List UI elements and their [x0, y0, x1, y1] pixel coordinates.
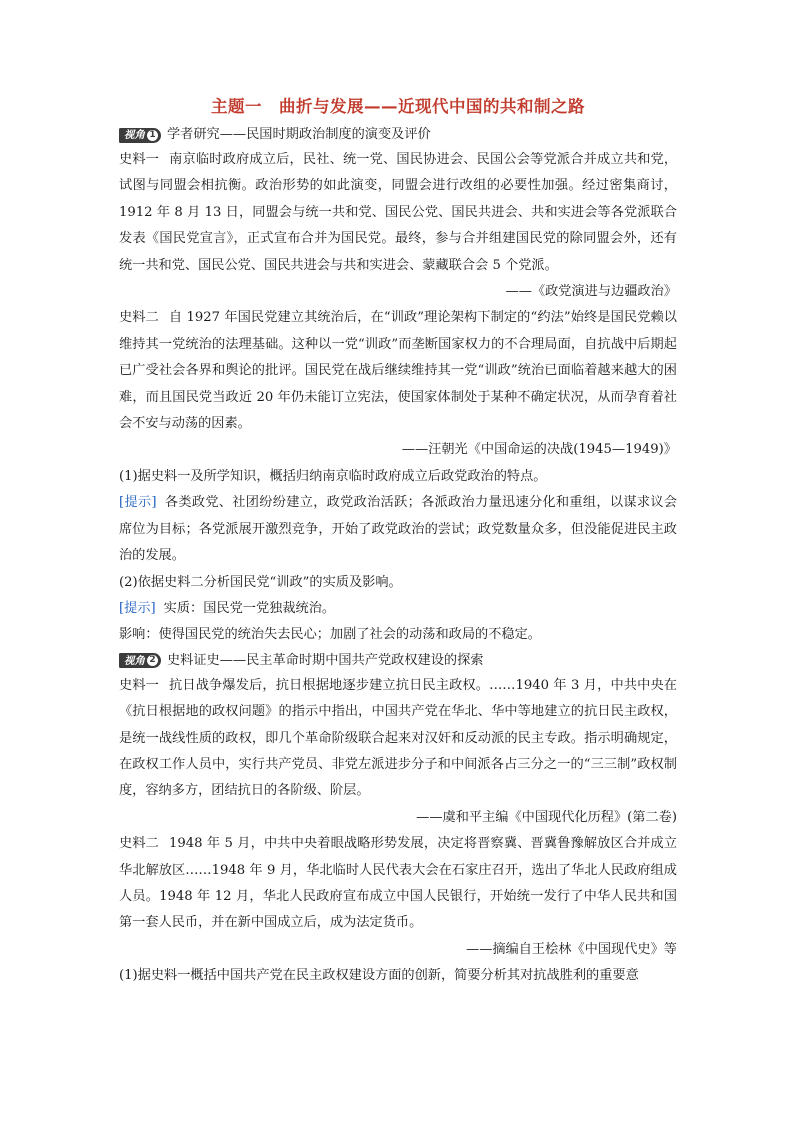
badge-number: 2 — [147, 655, 158, 666]
material-citation: ——摘编自王桧林《中国现代史》等 — [466, 941, 677, 957]
material-citation: ——《政党演进与边疆政治》 — [505, 284, 677, 300]
source-material-1 — [119, 147, 677, 279]
material-text: 抗日战争爆发后，抗日根据地逐步建立抗日民主政权。……1940 年 3 月，中共中央在《抗日根据地的政权问题》的指示中指出，中国共产党在华北、华中等地建立的抗日民主政权，是统一战线性质的政权，即几个革命阶级联合起来对汉奸和反动派的民主专政。指示明确规定，在政权工作人员中，实行共产党员、非党左派进步分子和中间派各占三分之一的“三三制”政权制度，容纳多方，团结抗日的各阶级、阶层。 — [119, 677, 677, 799]
badge-label: 视角 — [124, 129, 145, 141]
material-label: 史料二 — [119, 836, 159, 852]
section-1-header — [119, 123, 677, 147]
material-citation: ——虞和平主编《中国现代化历程》(第二卷) — [416, 809, 677, 825]
material-text: 南京临时政府成立后，民社、统一党、国民协进会、民国公会等党派合并成立共和党，试图与同盟会相抗衡。政治形势的如此演变，同盟会进行改组的必要性加强。经过密集商讨，1912 年 8 月 13 日，同盟会与统一共和党、国民公党、国民共进会、共和实进会等各党派联合发表《国民党宣言》，正式宣布合并为国民党。最终，参与合并组建国民党的除同盟会外，还有统一共和党、国民公党、国民共进会与共和实进会、蒙藏联合会 5 个党派。 — [119, 152, 678, 273]
section-1-heading: 学者研究——民国时期政治制度的演变及评价 — [167, 127, 431, 142]
perspective-badge-2 — [119, 653, 161, 668]
question-2: (2)依据史料二分析国民党“训政”的实质及影响。 — [119, 574, 402, 590]
answer-1 — [119, 490, 677, 569]
source-material-2 — [119, 305, 677, 437]
source-material-1 — [119, 673, 677, 805]
question-1: (1)据史料一概括中国共产党在民主政权建设方面的创新，简要分析其对抗战胜利的重要意 — [119, 968, 639, 984]
material-text: 1948 年 5 月，中共中央着眼战略形势发展，决定将晋察冀、晋冀鲁豫解放区合并成立华北解放区……1948 年 9 月，华北临时人民代表大会在石家庄召开，选出了华北人民政府组成人员。1948 年 12 月，华北人民政府宣布成立中国人民银行，开始统一发行了中华人民共和国第一套人民币，并在新中国成立后，成为法定货币。 — [119, 836, 678, 931]
material-label: 史料一 — [119, 152, 160, 167]
answer-text: 各类政党、社团纷纷建立，政党政治活跃；各派政治力量迅速分化和重组，以谋求议会席位为目标；各党派展开激烈竞争，开始了政党政治的尝试；政党数量众多，但没能促进民主政治的发展。 — [119, 495, 677, 564]
source-material-2 — [119, 831, 677, 937]
document-page — [119, 95, 677, 990]
material-text: 自 1927 年国民党建立其统治后，在“训政”理论架构下制定的“约法”始终是国民党赖以维持其一党统治的法理基础。这种以一党“训政”而垄断国家权力的不合理局面，自抗战中后期起已广受社会各界和舆论的批评。国民党在战后继续维持其一党“训政”统治已面临着越来越大的困难，而且国民党当政近 20 年仍未能订立宪法，使国家体制处于某种不确定状况，从而孕育着社会不安与动荡的因素。 — [119, 310, 677, 432]
hint-tag: [提示] — [119, 600, 156, 616]
answer-text: 实质：国民党一党独裁统治。 — [163, 600, 336, 616]
answer-2-impact: 影响：使得国民党的统治失去民心；加剧了社会的动荡和政局的不稳定。 — [119, 627, 541, 643]
section-2-header — [119, 649, 677, 673]
perspective-badge-1 — [119, 128, 161, 143]
badge-label: 视角 — [124, 654, 145, 667]
material-citation: ——汪朝光《中国命运的决战(1945—1949)》 — [401, 442, 677, 458]
page-title: 主题一 曲折与发展——近现代中国的共和制之路 — [211, 97, 585, 116]
answer-2 — [119, 596, 677, 622]
section-2-heading: 史料证史——民主革命时期中国共产党政权建设的探索 — [167, 652, 484, 668]
hint-tag: [提示] — [119, 495, 157, 511]
badge-number: 1 — [147, 130, 158, 141]
material-label: 史料二 — [119, 310, 159, 326]
material-label: 史料一 — [119, 677, 160, 693]
question-1: (1)据史料一及所学知识，概括归纳南京临时政府成立后政党政治的特点。 — [119, 468, 547, 484]
